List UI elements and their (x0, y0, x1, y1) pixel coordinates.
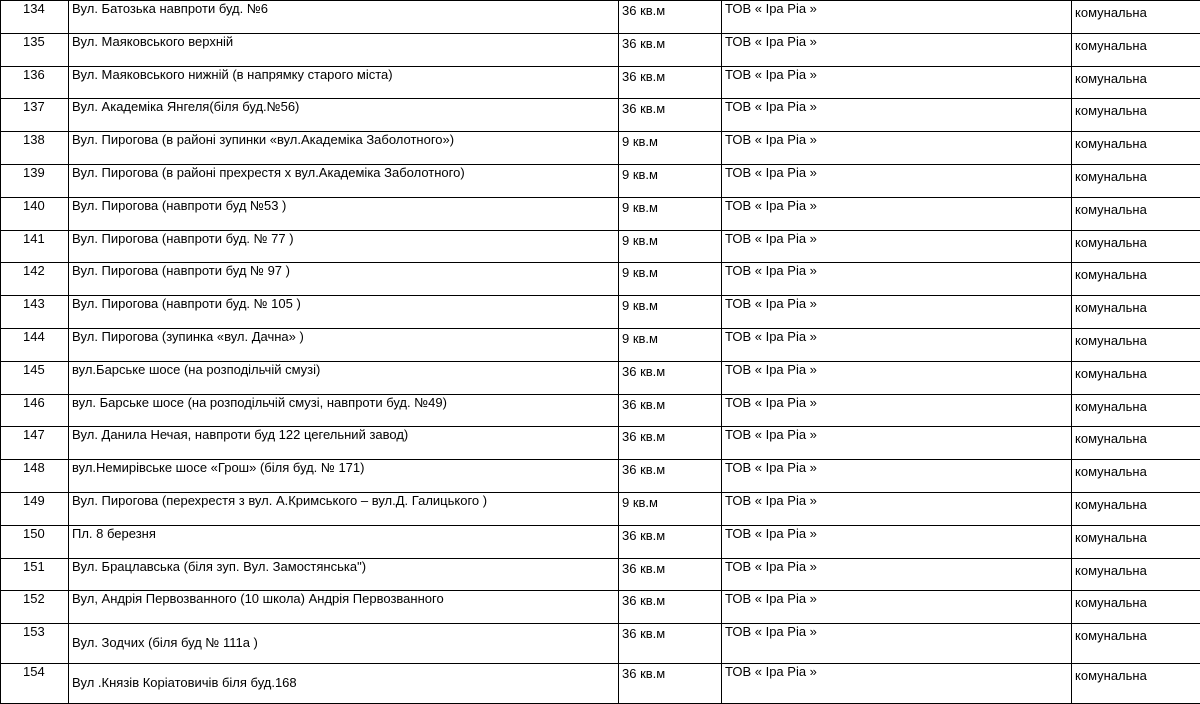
size-cell: 9 кв.м (619, 197, 722, 230)
ownership-cell: комунальна (1072, 132, 1200, 165)
company-cell: ТОВ « Іра Ріа » (722, 197, 1072, 230)
size-cell: 9 кв.м (619, 230, 722, 263)
ownership-cell: комунальна (1072, 164, 1200, 197)
address-cell: Пл. 8 березня (69, 525, 619, 558)
table-row (1, 558, 1200, 591)
ownership-cell: комунальна (1072, 1, 1200, 34)
size-cell: 36 кв.м (619, 663, 722, 703)
company-cell: ТОВ « Іра Ріа » (722, 328, 1072, 361)
size-cell: 36 кв.м (619, 427, 722, 460)
row-number-cell: 142 (1, 263, 69, 296)
address-cell: Вул. Пирогова (навпроти буд № 97 ) (69, 263, 619, 296)
ownership-cell: комунальна (1072, 558, 1200, 591)
ownership-cell: комунальна (1072, 591, 1200, 624)
company-cell: ТОВ « Іра Ріа » (722, 558, 1072, 591)
size-cell: 9 кв.м (619, 263, 722, 296)
ownership-cell: комунальна (1072, 230, 1200, 263)
size-cell: 36 кв.м (619, 33, 722, 66)
row-number-cell: 151 (1, 558, 69, 591)
company-cell: ТОВ « Іра Ріа » (722, 460, 1072, 493)
table-row (1, 328, 1200, 361)
row-number-cell: 141 (1, 230, 69, 263)
address-cell: вул.Барське шосе (на розподільчій смузі) (69, 361, 619, 394)
table-row (1, 263, 1200, 296)
ownership-cell: комунальна (1072, 492, 1200, 525)
table-row (1, 132, 1200, 165)
row-number-cell: 154 (1, 663, 69, 703)
size-cell: 36 кв.м (619, 525, 722, 558)
ownership-cell: комунальна (1072, 624, 1200, 664)
address-cell: Вул. Брацлавська (біля зуп. Вул. Замостянська") (69, 558, 619, 591)
table-row (1, 525, 1200, 558)
row-number-cell: 135 (1, 33, 69, 66)
table-row (1, 296, 1200, 329)
table-row (1, 230, 1200, 263)
row-number-cell: 134 (1, 1, 69, 34)
row-number-cell: 153 (1, 624, 69, 664)
ownership-cell: комунальна (1072, 66, 1200, 99)
size-cell: 36 кв.м (619, 361, 722, 394)
ownership-cell: комунальна (1072, 33, 1200, 66)
company-cell: ТОВ « Іра Ріа » (722, 361, 1072, 394)
address-cell: вул. Барське шосе (на розподільчій смузі, навпроти буд. №49) (69, 394, 619, 427)
company-cell: ТОВ « Іра Ріа » (722, 1, 1072, 34)
table-row (1, 624, 1200, 664)
table-row (1, 361, 1200, 394)
row-number-cell: 136 (1, 66, 69, 99)
company-cell: ТОВ « Іра Ріа » (722, 591, 1072, 624)
row-number-cell: 143 (1, 296, 69, 329)
address-cell: вул.Немирівське шосе «Грош» (біля буд. № 171) (69, 460, 619, 493)
address-cell: Вул. Пирогова (в районі прехрестя х вул.Академіка Заболотного) (69, 164, 619, 197)
ownership-cell: комунальна (1072, 460, 1200, 493)
ownership-cell: комунальна (1072, 197, 1200, 230)
company-cell: ТОВ « Іра Ріа » (722, 492, 1072, 525)
address-cell: Вул. Пирогова (навпроти буд. № 77 ) (69, 230, 619, 263)
ownership-cell: комунальна (1072, 99, 1200, 132)
table-row (1, 663, 1200, 703)
address-cell: Вул. Пирогова (в районі зупинки «вул.Академіка Заболотного») (69, 132, 619, 165)
row-number-cell: 147 (1, 427, 69, 460)
table-body (1, 1, 1200, 704)
table-row (1, 1, 1200, 34)
row-number-cell: 152 (1, 591, 69, 624)
table-row (1, 33, 1200, 66)
table-row (1, 460, 1200, 493)
size-cell: 9 кв.м (619, 328, 722, 361)
address-cell: Вул. Данила Нечая, навпроти буд 122 цегельний завод) (69, 427, 619, 460)
ownership-cell: комунальна (1072, 263, 1200, 296)
size-cell: 36 кв.м (619, 624, 722, 664)
address-cell: Вул. Зодчих (біля буд № 111а ) (69, 624, 619, 664)
company-cell: ТОВ « Іра Ріа » (722, 164, 1072, 197)
size-cell: 9 кв.м (619, 164, 722, 197)
ownership-cell: комунальна (1072, 394, 1200, 427)
size-cell: 36 кв.м (619, 394, 722, 427)
address-cell: Вул .Князів Коріатовичів біля буд.168 (69, 663, 619, 703)
address-cell: Вул. Академіка Янгеля(біля буд.№56) (69, 99, 619, 132)
company-cell: ТОВ « Іра Ріа » (722, 99, 1072, 132)
table-row (1, 66, 1200, 99)
company-cell: ТОВ « Іра Ріа » (722, 33, 1072, 66)
row-number-cell: 146 (1, 394, 69, 427)
size-cell: 36 кв.м (619, 460, 722, 493)
company-cell: ТОВ « Іра Ріа » (722, 263, 1072, 296)
company-cell: ТОВ « Іра Ріа » (722, 624, 1072, 664)
row-number-cell: 145 (1, 361, 69, 394)
company-cell: ТОВ « Іра Ріа » (722, 427, 1072, 460)
row-number-cell: 149 (1, 492, 69, 525)
size-cell: 36 кв.м (619, 591, 722, 624)
company-cell: ТОВ « Іра Ріа » (722, 525, 1072, 558)
table-row (1, 197, 1200, 230)
company-cell: ТОВ « Іра Ріа » (722, 132, 1072, 165)
table-row (1, 99, 1200, 132)
table-row (1, 394, 1200, 427)
address-cell: Вул. Маяковського нижній (в напрямку старого міста) (69, 66, 619, 99)
ownership-cell: комунальна (1072, 296, 1200, 329)
company-cell: ТОВ « Іра Ріа » (722, 230, 1072, 263)
row-number-cell: 140 (1, 197, 69, 230)
size-cell: 36 кв.м (619, 99, 722, 132)
ownership-cell: комунальна (1072, 663, 1200, 703)
ownership-cell: комунальна (1072, 361, 1200, 394)
address-cell: Вул. Пирогова (перехрестя з вул. А.Кримського – вул.Д. Галицького ) (69, 492, 619, 525)
ownership-cell: комунальна (1072, 427, 1200, 460)
table-row (1, 591, 1200, 624)
row-number-cell: 137 (1, 99, 69, 132)
company-cell: ТОВ « Іра Ріа » (722, 663, 1072, 703)
size-cell: 36 кв.м (619, 66, 722, 99)
ownership-cell: комунальна (1072, 525, 1200, 558)
address-cell: Вул. Маяковського верхній (69, 33, 619, 66)
table-row (1, 427, 1200, 460)
size-cell: 36 кв.м (619, 1, 722, 34)
row-number-cell: 138 (1, 132, 69, 165)
row-number-cell: 150 (1, 525, 69, 558)
size-cell: 9 кв.м (619, 296, 722, 329)
company-cell: ТОВ « Іра Ріа » (722, 66, 1072, 99)
company-cell: ТОВ « Іра Ріа » (722, 394, 1072, 427)
address-cell: Вул, Андрія Первозванного (10 школа) Андрія Первозванного (69, 591, 619, 624)
address-cell: Вул. Пирогова (навпроти буд №53 ) (69, 197, 619, 230)
size-cell: 9 кв.м (619, 492, 722, 525)
size-cell: 9 кв.м (619, 132, 722, 165)
table-row (1, 164, 1200, 197)
row-number-cell: 144 (1, 328, 69, 361)
address-cell: Вул. Пирогова (навпроти буд. № 105 ) (69, 296, 619, 329)
row-number-cell: 148 (1, 460, 69, 493)
address-cell: Вул. Пирогова (зупинка «вул. Дачна» ) (69, 328, 619, 361)
table-row (1, 492, 1200, 525)
ownership-cell: комунальна (1072, 328, 1200, 361)
company-cell: ТОВ « Іра Ріа » (722, 296, 1072, 329)
size-cell: 36 кв.м (619, 558, 722, 591)
row-number-cell: 139 (1, 164, 69, 197)
address-cell: Вул. Батозька навпроти буд. №6 (69, 1, 619, 34)
